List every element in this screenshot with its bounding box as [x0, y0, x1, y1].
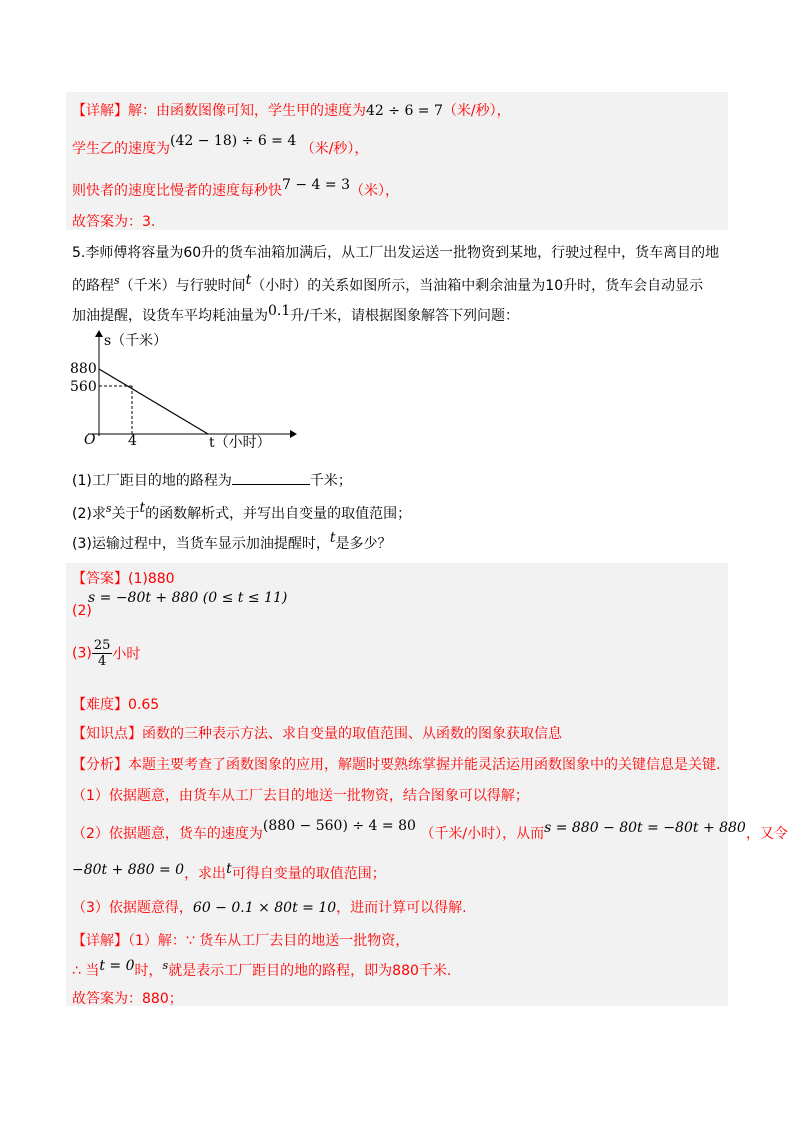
answer-line-3: (3) $\frac{25}{4}$ 小时 — [72, 638, 141, 669]
sub-question-2: (2)求$^s$关于t的函数解析式，并写出自变量的取值范围； — [72, 500, 412, 522]
analysis-line: 【分析】本题主要考查了函数图象的应用，解题时要熟练掌握并能灵活运用函数图象中的关键信息是关键. — [72, 757, 721, 773]
sub-question-3: (3)运输过程中，当货车显示加油提醒时，t是多少？ — [72, 530, 392, 552]
analysis-step-2: （2）依据题意，货车的速度为(880 − 560) ÷ 4 = 80 （千米/小时），从而s = 880 − 80t = −80t + 880，又令 — [72, 818, 788, 842]
origin-label: O — [84, 432, 96, 448]
sub-question-1: (1)工厂距目的地的路程为 千米； — [72, 470, 352, 490]
detail-q5-line-2: ∴ 当t = 0时，$^s$就是表示工厂距目的地的路程，即为880千米. — [72, 958, 452, 979]
answer-line-2-label: (2) — [72, 603, 92, 619]
answer-line-2-formula: s = −80t + 880 (0 ≤ t ≤ 11) — [88, 590, 288, 606]
answer-blank — [232, 470, 310, 485]
distance-time-graph — [70, 326, 300, 452]
question-paragraph-2: 的路程$^s$（千米）与行驶时间t（小时）的关系如图所示，当油箱中剩余油量为10升时，货车会自动显示 — [72, 272, 704, 294]
analysis-step-2-continued: −80t + 880 = 0，求出t可得自变量的取值范围； — [72, 861, 386, 882]
y-tick-880: 880 — [70, 361, 97, 377]
answer-line-1: 【答案】(1)880 — [72, 571, 175, 587]
detail-line-1: 【详解】解：由函数图像可知，学生甲的速度为42 ÷ 6 = 7（米/秒）， — [72, 103, 511, 119]
analysis-step-1: （1）依据题意，由货车从工厂去目的地送一批物资，结合图象可以得解； — [72, 788, 529, 804]
difficulty-line: 【难度】0.65 — [72, 697, 160, 713]
function-line — [99, 369, 208, 434]
detail-q5-answer: 故答案为：880； — [72, 991, 183, 1007]
y-axis-label: s（千米） — [104, 333, 168, 349]
detail-answer: 故答案为：3. — [72, 214, 156, 230]
knowledge-point-line: 【知识点】函数的三种表示方法、求自变量的取值范围、从函数的图象获取信息 — [72, 726, 562, 742]
detail-line-3: 则快者的速度比慢者的速度每秒快7 − 4 = 3（米）， — [72, 177, 399, 199]
analysis-step-3: （3）依据题意得，60 − 0.1 × 80t = 10，进而计算可以得解. — [72, 900, 467, 916]
y-tick-560: 560 — [70, 379, 97, 395]
detail-q5-line-1: 【详解】（1）解：∵ 货车从工厂去目的地送一批物资， — [72, 933, 410, 949]
x-axis-label: t（小时） — [209, 435, 271, 451]
x-tick-4: 4 — [128, 433, 137, 449]
detail-line-2: 学生乙的速度为(42 − 18) ÷ 6 = 4 （米/秒）， — [72, 133, 369, 157]
question-paragraph-3: 加油提醒，设货车平均耗油量为0.1升/千米，请根据图象解答下列问题： — [72, 303, 519, 324]
question-paragraph-1: 5.李师傅将容量为60升的货车油箱加满后，从工厂出发运送一批物资到某地，行驶过程中，货车离目的地 — [72, 245, 720, 261]
answer-fraction: $\frac{25}{4}$ — [93, 638, 111, 669]
